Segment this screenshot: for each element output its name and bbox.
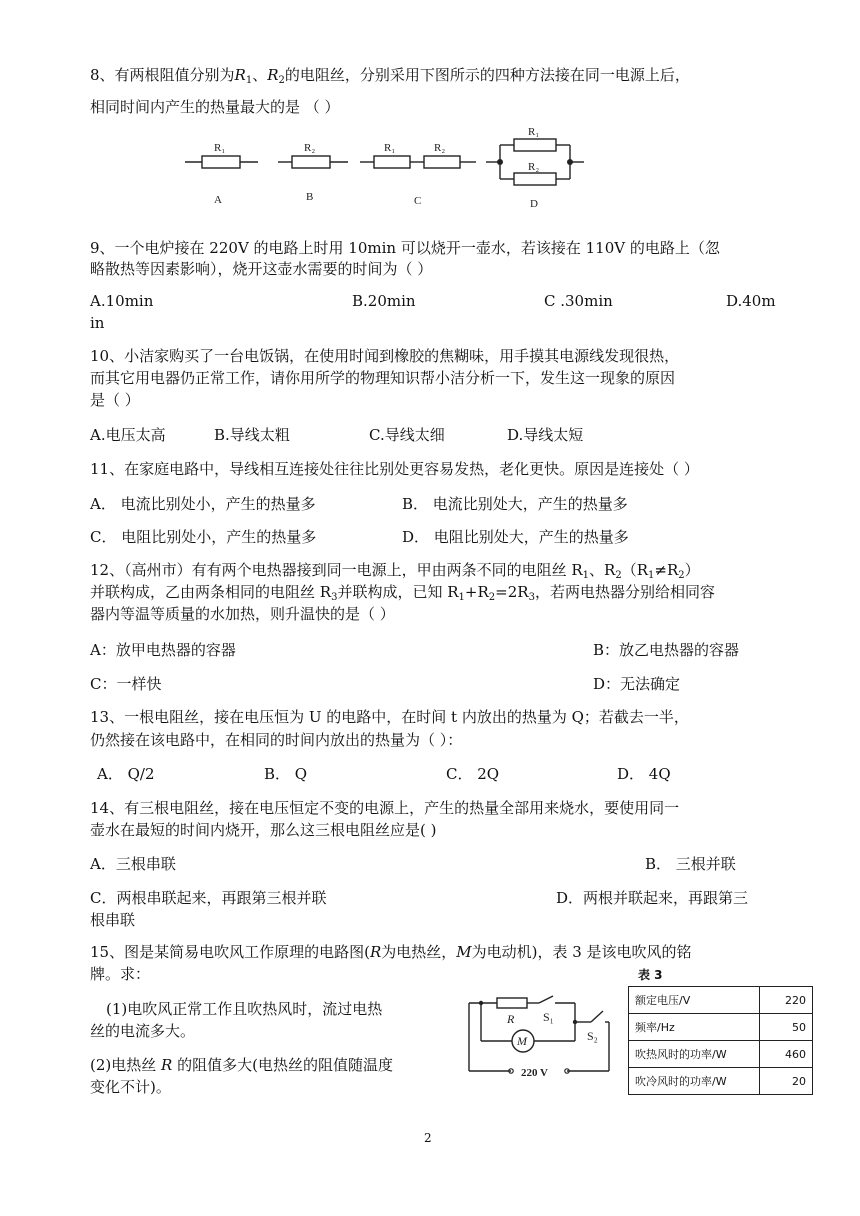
q14-option-c: C．两根串联起来，再跟第三根并联 [90,889,327,907]
r2-sub: 2 [278,75,285,86]
q8-text-pre: 8、有两根阻值分别为 [90,66,235,84]
q12-line3: 器内等温等质量的水加热，则升温快的是（ ） [90,605,395,623]
q12-sub-3b: 3 [528,592,535,603]
q8-line2: 相同时间内产生的热量最大的是 （ ） [90,98,340,116]
q12-option-d: D：无法确定 [593,675,681,693]
q15-circuit-r-label: R [507,1012,515,1026]
q15-table-title: 表 3 [638,968,663,982]
diagram-d-res1-label: R₁ [528,126,540,138]
q14-option-d: D．两根并联起来，再跟第三 [556,889,749,907]
q15-spec-table [628,986,813,1095]
q10-option-d: D.导线太短 [507,426,584,444]
q12-line1-end: ） [684,561,700,579]
q15-spec-table-wrap [628,986,813,1095]
q12-option-a: A：放甲电热器的容器 [90,641,236,659]
q13-line1: 13、一根电阻丝，接在电压恒为 U 的电路中，在时间 t 内放出的热量为 Q；若截去一半， [90,708,689,726]
page-number: 2 [424,1131,432,1145]
q15-circuit-s1-label: S₁ [543,1010,554,1024]
diagram-b-label: B [306,191,314,203]
q12-line1-mid1: 、R [589,561,616,579]
table-row [629,1014,813,1041]
q13-option-c: C． 2Q [446,765,500,783]
table-key: 频率/Hz [629,1014,760,1041]
table-value: 50 [760,1014,813,1041]
q8-circuit-diagrams [180,125,600,215]
q9-option-d-wrap: in [90,314,105,332]
q12-sub-2b: 2 [678,570,685,581]
q12-sub-1c: 1 [458,592,465,603]
q12-line2-eq: =2R [495,583,529,601]
q15-r-symbol: R [369,943,382,961]
table-value: 20 [760,1068,813,1095]
q12-option-b: B：放乙电热器的容器 [593,641,740,659]
q11-option-b: B． 电流比别处大，产生的热量多 [402,495,628,513]
table-key: 吹热风时的功率/W [629,1041,760,1068]
q15-sub2-line2: 变化不计)。 [90,1078,171,1096]
q15-sub1-line1: (1)电吹风正常工作且吹热风时，流过电热 [106,1000,383,1018]
q11-line1: 11、在家庭电路中，导线相互连接处往往比别处更容易发热，老化更快。原因是连接处（ ） [90,460,699,478]
q11-option-d: D． 电阻比别处大，产生的热量多 [402,528,629,546]
q10-option-b: B.导线太粗 [214,426,290,444]
q12-line2-mid: 并联构成，已知 R [337,583,459,601]
diagram-c-res2-label: R₂ [434,142,446,154]
table-value: 220 [760,987,813,1014]
q9-line2: 略散热等因素影响），烧开这壶水需要的时间为（ ） [90,260,433,278]
q14-option-b: B． 三根并联 [645,855,736,873]
table-key: 额定电压/V [629,987,760,1014]
q15-sub2-r-symbol: R [161,1056,173,1074]
q15-sub2-line1 [90,1054,393,1076]
q15-circuit-voltage-label: 220 V [521,1067,548,1079]
diagram-a-label: A [214,194,222,206]
q12-line1-mid2: （R [621,561,648,579]
q12-sub-3a: 3 [331,592,338,603]
q11-option-c: C． 电阻比别处小，产生的热量多 [90,528,317,546]
q14-line2: 壶水在最短的时间内烧开，那么这三根电阻丝应是( ) [90,821,437,839]
q12-line2-plus: +R [464,583,489,601]
q15-line1-pre: 15、图是某简易电吹风工作原理的电路图( [90,943,370,961]
q15-line2: 牌。求： [90,965,151,983]
q15-line1 [90,941,692,963]
q14-option-d-wrap: 根串联 [90,911,136,929]
diagram-b-res-label: R₂ [304,142,316,154]
q15-line1-post: 为电动机)，表 3 是该电吹风的铭 [471,943,692,961]
table-key: 吹冷风时的功率/W [629,1068,760,1095]
q13-option-b: B． Q [264,765,308,783]
q12-sub-1b: 1 [648,570,655,581]
q12-sub-2c: 2 [488,592,496,603]
diagram-d-res2-label: R₂ [528,161,540,173]
q12-line2-post: ，若两电热器分别给相同容 [534,583,715,601]
q10-line2: 而其它用电器仍正常工作，请你用所学的物理知识帮小洁分析一下，发生这一现象的原因 [90,369,676,387]
q9-option-d: D.40m [726,292,776,310]
q15-sub1-line2: 丝的电流多大。 [90,1022,196,1040]
q15-sub2-post: 的阻值多大(电热丝的阻值随温度 [172,1056,393,1074]
q8-sep: 、 [252,66,268,84]
q9-line1: 9、一个电炉接在 220V 的电路上时用 10min 可以烧开一壶水，若该接在 110V 的电路上（忽 [90,239,720,257]
table-row [629,1041,813,1068]
q12-sub-2a: 2 [615,570,622,581]
table-row [629,987,813,1014]
q13-option-d: D． 4Q [617,765,671,783]
q15-circuit-m-label: M [517,1034,527,1048]
diagram-c-res1-label: R₁ [384,142,396,154]
diagram-c-label: C [414,195,422,207]
r1-symbol: R [234,66,246,84]
diagram-a-res-label: R₁ [214,142,226,154]
r1-sub: 1 [245,75,253,86]
table-row [629,1068,813,1095]
q12-option-c: C：一样快 [90,675,162,693]
q14-option-a: A．三根串联 [90,855,176,873]
q15-m-symbol: M [456,943,472,961]
q15-circuit-s2-label: S₂ [587,1029,598,1043]
q15-line1-mid: 为电热丝， [381,943,457,961]
q13-option-a: A． Q/2 [97,765,155,783]
r2-symbol: R [267,66,279,84]
q14-line1: 14、有三根电阻丝，接在电压恒定不变的电源上，产生的热量全部用来烧水，要使用同一 [90,799,680,817]
q9-option-c: C .30min [544,292,613,310]
diagram-d-label: D [530,198,538,210]
q8-line1 [90,64,690,92]
table-value: 460 [760,1041,813,1068]
q11-option-a: A． 电流比别处小，产生的热量多 [90,495,316,513]
q10-line1: 10、小洁家购买了一台电饭锅，在使用时闻到橡胶的焦糊味，用手摸其电源线发现很热， [90,347,680,365]
q12-sub-1a: 1 [582,570,590,581]
q13-line2: 仍然接在该电路中，在相同的时间内放出的热量为（ ）： [90,731,463,749]
q10-option-a: A.电压太高 [90,426,166,444]
q10-option-c: C.导线太细 [369,426,445,444]
q9-option-b: B.20min [352,292,416,310]
q15-circuit-diagram [455,985,620,1095]
q9-option-a: A.10min [90,292,154,310]
q12-line2-pre: 并联构成，乙由两条相同的电阻丝 R [90,583,332,601]
q15-sub2-pre: (2)电热丝 [90,1056,162,1074]
q10-line3: 是（ ） [90,391,140,409]
q12-line1-neq: ≠R [654,561,679,579]
q8-text-post: 的电阻丝，分别采用下图所示的四种方法接在同一电源上后， [284,66,690,84]
q12-line1-pre: 12、（高州市）有有两个电热器接到同一电源上，甲由两条不同的电阻丝 R [90,561,583,579]
